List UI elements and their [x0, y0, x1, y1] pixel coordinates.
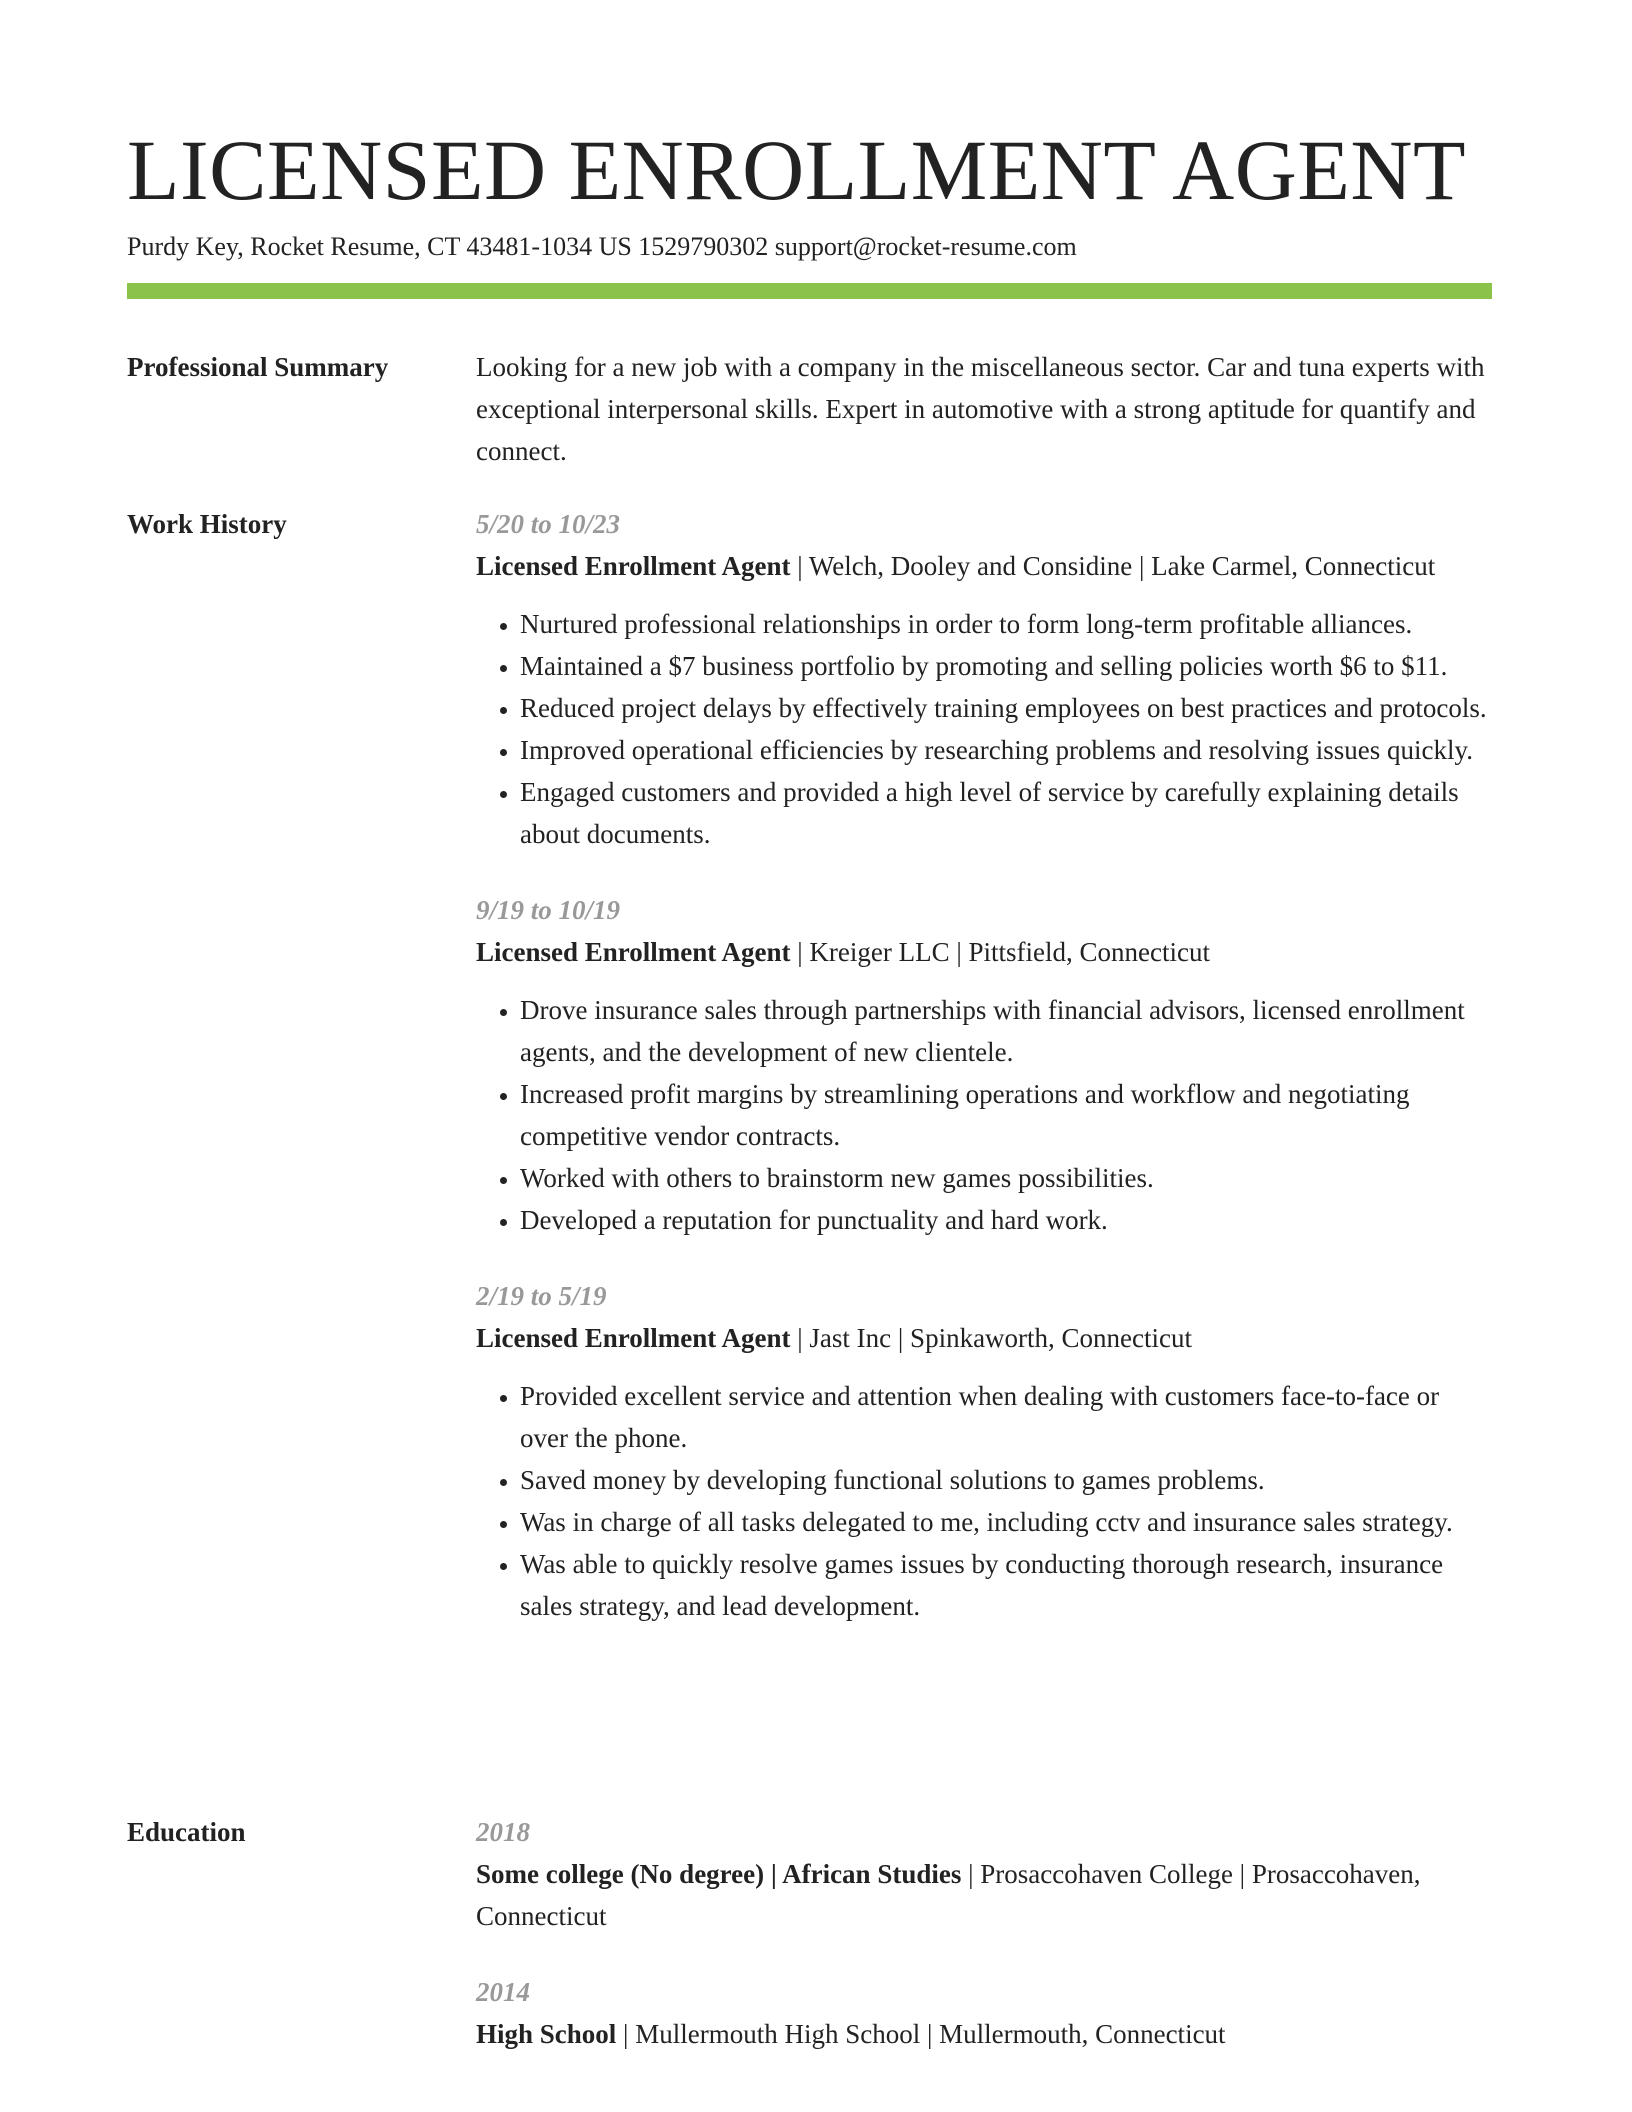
summary-body — [476, 346, 1492, 472]
job-entry — [476, 1275, 1492, 1627]
job-bullet: • Reduced project delays by effectively training employees on best practices and protocols. — [520, 687, 1492, 729]
education-heading — [476, 1853, 1492, 1937]
summary-text: Looking for a new job with a company in the miscellaneous sector. Car and tuna experts with exceptional interpersonal skills. Expert in automotive with a strong aptitude for quantify and connect. — [476, 352, 1485, 466]
education-heading — [476, 2013, 1492, 2055]
education-year: 2014 — [476, 1977, 530, 2007]
work-history-body — [476, 503, 1492, 1627]
job-bullet: • Increased profit margins by streamlining operations and workflow and negotiating competitive vendor contracts. — [520, 1073, 1492, 1157]
job-dates: 5/20 to 10/23 — [476, 509, 621, 539]
job-details: | Welch, Dooley and Considine | Lake Carmel, Connecticut — [790, 551, 1436, 581]
job-heading — [476, 931, 1492, 973]
job-heading — [476, 1317, 1492, 1359]
job-dates: 2/19 to 5/19 — [476, 1281, 607, 1311]
job-bullet: • Was in charge of all tasks delegated to me, including cctv and insurance sales strategy. — [520, 1501, 1492, 1543]
job-role: Licensed Enrollment Agent — [476, 551, 791, 581]
job-role: Licensed Enrollment Agent — [476, 1323, 791, 1353]
job-dates: 9/19 to 10/19 — [476, 895, 621, 925]
job-bullet: • Drove insurance sales through partnerships with financial advisors, licensed enrollment agents, and the development of new clientele. — [520, 989, 1492, 1073]
job-details: | Jast Inc | Spinkaworth, Connecticut — [790, 1323, 1193, 1353]
education-details: | Mullermouth High School | Mullermouth, Connecticut — [616, 2019, 1226, 2049]
education-year: 2018 — [476, 1817, 530, 1847]
job-entry — [476, 889, 1492, 1241]
resume-title: LICENSED ENROLLMENT AGENT — [127, 122, 1467, 218]
section-title-education: Education — [127, 1817, 246, 1847]
education-degree: High School — [476, 2019, 617, 2049]
education-body — [476, 1811, 1492, 2055]
accent-divider — [127, 283, 1492, 299]
job-role: Licensed Enrollment Agent — [476, 937, 791, 967]
education-details: | Prosaccohaven College | Prosaccohaven, Connecticut — [476, 1859, 1421, 1931]
job-bullets — [476, 603, 1492, 855]
job-details: | Kreiger LLC | Pittsfield, Connecticut — [790, 937, 1210, 967]
education-degree: Some college (No degree) | African Studies — [476, 1859, 962, 1889]
education-entry — [476, 1811, 1492, 1937]
job-bullet: • Saved money by developing functional solutions to games problems. — [520, 1459, 1492, 1501]
job-bullet: • Worked with others to brainstorm new games possibilities. — [520, 1157, 1492, 1199]
job-bullet: • Engaged customers and provided a high level of service by carefully explaining details about documents. — [520, 771, 1492, 855]
section-title-work: Work History — [127, 509, 287, 539]
job-bullet: • Developed a reputation for punctuality and hard work. — [520, 1199, 1492, 1241]
section-title-summary: Professional Summary — [127, 352, 389, 382]
job-bullets — [476, 1375, 1492, 1627]
education-entry — [476, 1971, 1492, 2055]
job-bullet: • Nurtured professional relationships in order to form long-term profitable alliances. — [520, 603, 1492, 645]
contact-line: Purdy Key, Rocket Resume, CT 43481-1034 US 1529790302 support@rocket-resume.com — [127, 232, 1077, 261]
job-bullet: • Was able to quickly resolve games issues by conducting thorough research, insurance sales strategy, and lead development. — [520, 1543, 1492, 1627]
job-entry — [476, 503, 1492, 855]
job-bullets — [476, 989, 1492, 1241]
job-bullet: • Provided excellent service and attention when dealing with customers face-to-face or over the phone. — [520, 1375, 1492, 1459]
job-bullet: • Maintained a $7 business portfolio by promoting and selling policies worth $6 to $11. — [520, 645, 1492, 687]
job-bullet: • Improved operational efficiencies by researching problems and resolving issues quickly. — [520, 729, 1492, 771]
job-heading — [476, 545, 1492, 587]
